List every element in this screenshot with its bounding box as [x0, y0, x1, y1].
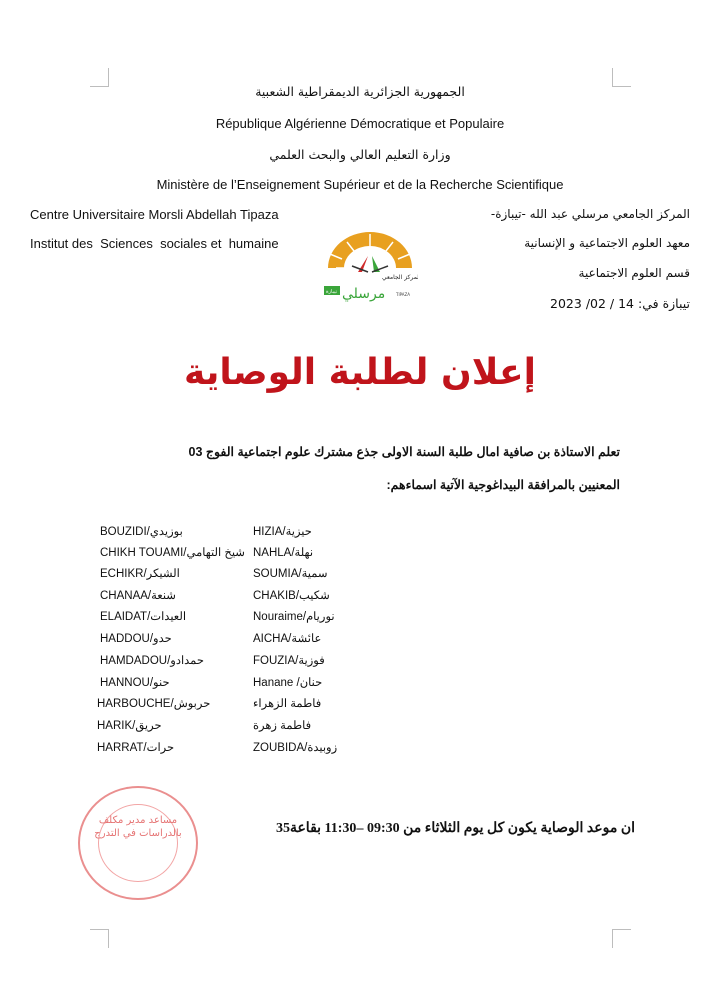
svg-text:مرسلي: مرسلي	[342, 286, 386, 302]
intro-line-1: تعلم الاستاذة بن صافية امال طلبة السنة الاولى جذع مشترك علوم اجتماعية الفوج 03	[188, 445, 620, 459]
student-name: FOUZIA/فوزية	[253, 655, 325, 667]
student-name: ZOUBIDA/زوبيدة	[253, 742, 338, 754]
crop-mark-bottom-left	[90, 929, 109, 948]
student-name: Nouraime/نوريام	[253, 611, 335, 623]
student-name: فاطمة زهرة	[253, 720, 312, 732]
announcement-title: إعلان لطلبة الوصاية	[184, 352, 536, 393]
republic-arabic: الجمهورية الجزائرية الديمقراطية الشعبية	[255, 84, 465, 99]
student-name: NAHLA/نهلة	[253, 547, 314, 559]
student-name: ELAIDAT/العيدات	[100, 611, 187, 623]
ministry-arabic: وزارة التعليم العالي والبحث العلمي	[269, 147, 451, 162]
student-name: HANNOU/حنو	[100, 677, 170, 689]
svg-text:تيبازة: تيبازة	[326, 289, 337, 295]
university-name-arabic: المركز الجامعي مرسلي عبد الله -تيبازة-	[490, 207, 690, 221]
intro-line-2: المعنيين بالمرافقة البيداغوجية الآتية اسماءهم:	[386, 478, 620, 492]
student-name: HARIK/حريق	[97, 720, 162, 732]
republic-french: République Algérienne Démocratique et Populaire	[215, 116, 505, 131]
student-name: Hanane /حنان	[253, 677, 323, 689]
student-name: HIZIA/حيزية	[253, 526, 312, 538]
student-name: فاطمة الزهراء	[253, 698, 322, 710]
student-name: BOUZIDI/بوزيدي	[100, 526, 183, 538]
date-line: تيبازة في: 14 / 02/ 2023	[550, 296, 690, 311]
student-name: CHANAA/شنعة	[100, 590, 176, 602]
department-name-arabic: قسم العلوم الاجتماعية	[578, 266, 690, 280]
schedule-note: ان موعد الوصاية يكون كل يوم الثلاثاء من 09:30 –11:30 بقاعة35	[275, 821, 635, 836]
ministry-french: Ministère de l’Enseignement Supérieur et de la Recherche Scientifique	[156, 177, 564, 192]
student-name: ECHIKR/الشيكر	[100, 568, 180, 580]
student-name: AICHA/عائشة	[253, 633, 322, 645]
student-name: HAMDADOU/حمدادو	[100, 655, 204, 667]
student-name: CHIKH TOUAMI/شيخ التهامي	[100, 547, 245, 559]
svg-text:TIPAZA: TIPAZA	[396, 292, 410, 297]
university-logo-icon	[322, 232, 418, 304]
student-name: HARRAT/حرات	[97, 742, 175, 754]
university-name-french: Centre Universitaire Morsli Abdellah Tipaza	[30, 207, 279, 222]
student-name: HADDOU/حدو	[100, 633, 172, 645]
student-name: SOUMIA/سمية	[253, 568, 328, 580]
logo-text: المركز الجامعي	[382, 274, 418, 281]
institute-name-arabic: معهد العلوم الاجتماعية و الإنسانية	[524, 236, 690, 250]
student-name: CHAKIB/شكيب	[253, 590, 330, 602]
official-stamp-icon	[78, 786, 198, 900]
crop-mark-bottom-right	[612, 929, 631, 948]
stamp-inner-text: مساعد مدير مكلف بالدراسات في التدرج	[94, 815, 182, 839]
student-name: HARBOUCHE/حربوش	[97, 698, 211, 710]
institute-name-french: Institut des Sciences sociales et humaine	[30, 236, 279, 251]
